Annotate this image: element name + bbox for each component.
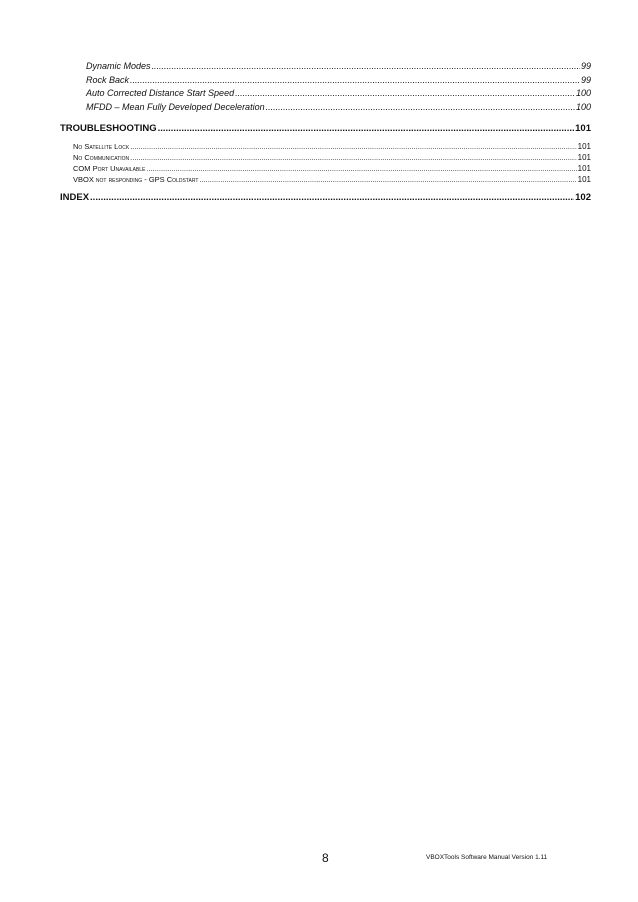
toc-entry-title: Dynamic Modes	[86, 61, 151, 71]
toc-entry-title: INDEX	[60, 192, 90, 203]
dot-leader	[152, 60, 580, 73]
dot-leader	[90, 191, 574, 204]
dot-leader	[130, 141, 576, 152]
toc-entry-vbox-not-responding[interactable]	[60, 174, 591, 185]
manual-version: VBOXTools Software Manual Version 1.11	[426, 854, 548, 861]
dot-leader	[130, 152, 576, 163]
toc-entry-dynamic-modes[interactable]	[60, 60, 591, 74]
toc-entry-title: Auto Corrected Distance Start Speed	[86, 88, 235, 98]
toc-entry-title: VBOX not responding - GPS Coldstart	[73, 175, 199, 184]
toc-entry-title: MFDD – Mean Fully Developed Deceleration	[86, 101, 265, 112]
toc-entry-mfdd[interactable]	[60, 101, 591, 115]
toc-entry-troubleshooting[interactable]	[60, 122, 591, 135]
toc-entry-page: 101	[577, 175, 591, 184]
dot-leader	[266, 101, 575, 114]
table-of-contents	[60, 60, 591, 204]
toc-entry-page: 100	[575, 101, 591, 112]
dot-leader	[158, 122, 575, 135]
toc-entry-page: 99	[580, 61, 591, 71]
dot-leader	[199, 174, 576, 185]
toc-entry-page: 101	[577, 153, 591, 162]
toc-entry-page: 100	[575, 88, 591, 98]
page-number: 8	[322, 851, 329, 865]
dot-leader	[146, 163, 576, 174]
toc-entry-rock-back[interactable]	[60, 74, 591, 88]
toc-entry-title: No Communication	[73, 153, 130, 162]
toc-entry-title: TROUBLESHOOTING	[60, 123, 157, 134]
toc-entry-index[interactable]	[60, 191, 591, 204]
toc-entry-com-port-unavailable[interactable]	[60, 163, 591, 174]
toc-entry-title: COM Port Unavailable	[73, 164, 146, 173]
toc-entry-page: 101	[577, 142, 591, 151]
toc-entry-page: 101	[577, 164, 591, 173]
toc-entry-title: No Satellite Lock	[73, 142, 130, 151]
toc-entry-auto-corrected-distance[interactable]	[60, 87, 591, 101]
toc-entry-no-satellite-lock[interactable]	[60, 141, 591, 152]
dot-leader	[235, 87, 575, 100]
toc-entry-title: Rock Back	[86, 74, 130, 85]
page-footer	[0, 851, 638, 867]
toc-entry-page: 99	[580, 74, 591, 85]
toc-entry-page: 101	[575, 123, 591, 134]
toc-entry-page: 102	[575, 192, 591, 203]
toc-entry-no-communication[interactable]	[60, 152, 591, 163]
dot-leader	[130, 74, 580, 87]
